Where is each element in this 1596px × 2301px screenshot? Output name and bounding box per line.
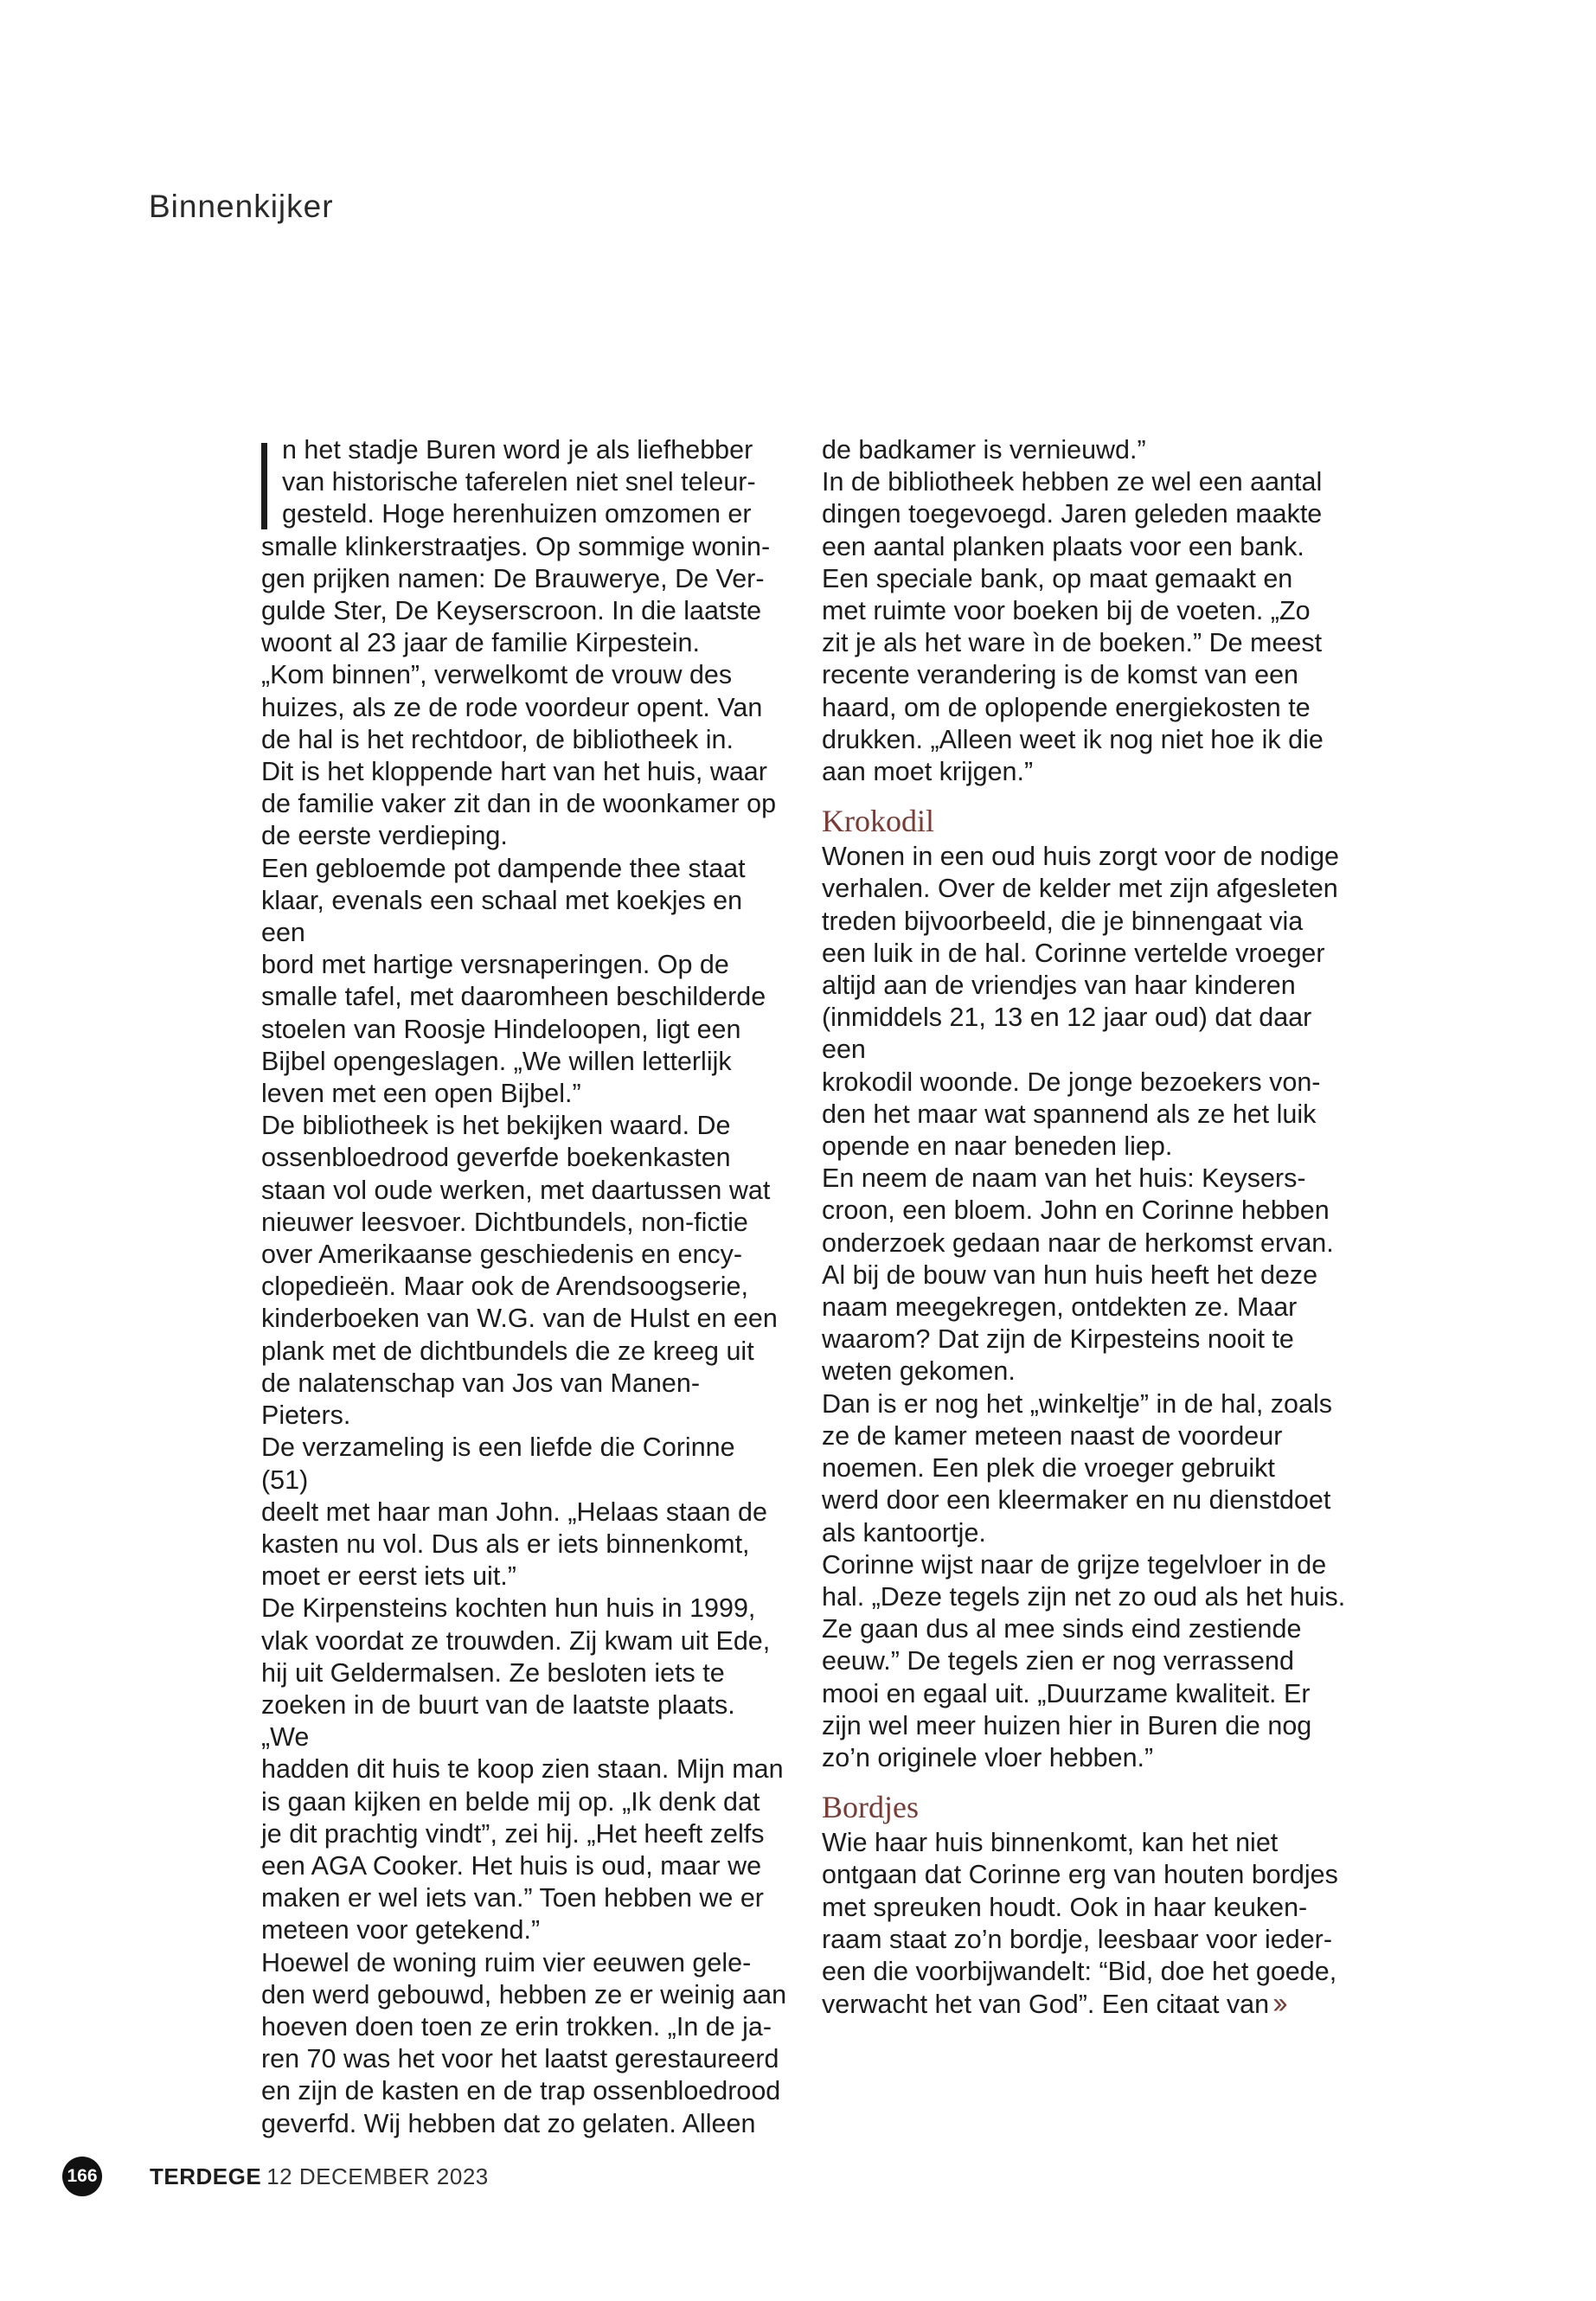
text-line [822, 1924, 1349, 1956]
text-line-content: En neem de naam van het huis: Keysers- [822, 1163, 1306, 1194]
text-line-content: ossenbloedrood geverfde boekenkasten [261, 1143, 731, 1173]
text-line [822, 1067, 1349, 1099]
lead-line: van historische taferelen niet snel teleur- [282, 467, 756, 497]
text-line [261, 1110, 789, 1142]
text-line [261, 1432, 789, 1496]
text-line-content: gulde Ster, De Keyserscroon. In die laatste [261, 596, 762, 626]
left-body-text [261, 531, 789, 2140]
text-line-content: Bijbel opengeslagen. „We willen letterlijk [261, 1046, 732, 1076]
text-line [822, 1742, 1349, 1774]
text-line-content: ren 70 was het voor het laatst gerestaureerd [261, 2044, 779, 2074]
text-line [261, 1850, 789, 1882]
text-line [822, 1827, 1349, 1859]
text-line-content: de nalatenschap van Jos van Manen-Pieters. [261, 1368, 700, 1431]
text-line [822, 1484, 1349, 1516]
text-line [822, 1710, 1349, 1742]
text-line [822, 498, 1349, 530]
text-line-content: verhalen. Over de kelder met zijn afgesleten [822, 874, 1338, 904]
text-line-content: aan moet krijgen.” [822, 757, 1034, 787]
text-line [822, 531, 1349, 563]
text-line [261, 1303, 789, 1335]
text-line-content: Hoewel de woning ruim vier eeuwen gele- [261, 1947, 752, 1977]
text-line [261, 627, 789, 659]
text-line-content: huizes, als ze de rode voordeur opent. Van [261, 692, 763, 722]
text-line-content: Corinne wijst naar de grijze tegelvloer in de [822, 1549, 1327, 1580]
text-line [822, 1195, 1349, 1227]
text-line-content: Dit is het kloppende hart van het huis, waar [261, 757, 767, 787]
text-line-content: bord met hartige versnaperingen. Op de [261, 950, 729, 980]
text-line-content: De verzameling is een liefde die Corinne (51) [261, 1433, 735, 1495]
text-line [261, 788, 789, 820]
text-line [822, 841, 1349, 873]
text-line-content: haard, om de oplopende energiekosten te [822, 692, 1311, 722]
text-line-content: deelt met haar man John. „Helaas staan de [261, 1497, 767, 1527]
text-line [822, 1292, 1349, 1324]
text-line [822, 906, 1349, 938]
text-line [261, 1207, 789, 1239]
text-line [261, 820, 789, 852]
text-line-content: klaar, evenals een schaal met koekjes en een [261, 885, 743, 948]
text-line [261, 885, 789, 949]
section-bordjes-text [822, 1827, 1349, 2021]
issue-date: 12 DECEMBER 2023 [266, 2163, 489, 2189]
text-line [261, 1561, 789, 1593]
text-line-content: plank met de dichtbundels die ze kreeg uit [261, 1336, 754, 1366]
text-line [261, 1014, 789, 1046]
text-line [261, 1175, 789, 1207]
text-line-content: moet er eerst iets uit.” [261, 1561, 516, 1592]
text-line [822, 873, 1349, 905]
text-line-content: treden bijvoorbeeld, die je binnengaat via [822, 906, 1304, 936]
text-line-content: met ruimte voor boeken bij de voeten. „Zo [822, 596, 1311, 626]
text-line-content: „Kom binnen”, verwelkomt de vrouw des [261, 660, 733, 690]
text-line-content: en zijn de kasten en de trap ossenbloedrood [261, 2076, 781, 2106]
text-line [822, 756, 1349, 788]
text-line [261, 595, 789, 627]
text-line [822, 1356, 1349, 1388]
text-line-content: krokodil woonde. De jonge bezoekers von- [822, 1067, 1321, 1097]
text-line-content: Al bij de bouw van hun huis heeft het deze [822, 1259, 1318, 1290]
text-line-content: naam meegekregen, ontdekten ze. Maar [822, 1292, 1298, 1323]
text-line-content: gen prijken namen: De Brauwerye, De Ver- [261, 563, 765, 593]
text-line [261, 2108, 789, 2140]
text-line [261, 2011, 789, 2043]
text-line [261, 1818, 789, 1850]
text-line-content: den het maar wat spannend als ze het luik [822, 1099, 1317, 1129]
text-line-content: maken er wel iets van.” Toen hebben we er [261, 1883, 764, 1913]
text-line-content: is gaan kijken en belde mij op. „Ik denk dat [261, 1786, 760, 1817]
text-line [261, 853, 789, 885]
text-line [822, 1002, 1349, 1066]
lead-line: n het stadje Buren word je als liefhebber [282, 435, 753, 465]
text-line [822, 938, 1349, 970]
text-line-content: Een speciale bank, op maat gemaakt en [822, 563, 1293, 593]
text-line-content: mooi en egaal uit. „Duurzame kwaliteit. Er [822, 1678, 1311, 1708]
text-line-content: den werd gebouwd, hebben ze er weinig aan [261, 1979, 787, 2009]
text-line [822, 1259, 1349, 1292]
text-line-content: de eerste verdieping. [261, 821, 508, 851]
page-footer [62, 2156, 489, 2197]
text-line-content: een luik in de hal. Corinne vertelde vroeger [822, 938, 1325, 968]
section-label: Binnenkijker [149, 189, 334, 224]
text-line [261, 2075, 789, 2107]
text-line-content: de familie vaker zit dan in de woonkamer op [261, 789, 777, 819]
text-line [261, 1368, 789, 1432]
text-line [261, 1753, 789, 1785]
text-line [822, 970, 1349, 1002]
text-line [261, 1497, 789, 1529]
text-line-content: leven met een open Bijbel.” [261, 1079, 581, 1109]
text-line-content: de hal is het rechtdoor, de bibliotheek in. [261, 724, 734, 754]
article-lead [261, 434, 789, 531]
text-line [822, 1099, 1349, 1131]
text-line-content: met spreuken houdt. Ook in haar keuken- [822, 1892, 1308, 1922]
text-line-content: een die voorbijwandelt: “Bid, doe het goede, [822, 1956, 1337, 1986]
subhead-krokodil: Krokodil [822, 804, 934, 839]
text-line [261, 1786, 789, 1818]
magazine-name: TERDEGE [150, 2163, 262, 2189]
text-line-content: dingen toegevoegd. Jaren geleden maakte [822, 499, 1323, 529]
article-column-right [822, 434, 1349, 2021]
text-line-content: waarom? Dat zijn de Kirpesteins nooit te [822, 1324, 1294, 1355]
text-line [261, 1947, 789, 1979]
text-line [261, 659, 789, 691]
text-line [261, 531, 789, 563]
text-line [261, 692, 789, 724]
section-krokodil-text [822, 841, 1349, 1774]
text-line [261, 949, 789, 981]
text-line [822, 466, 1349, 498]
text-line [822, 1324, 1349, 1356]
text-line-content: kasten nu vol. Dus als er iets binnenkomt, [261, 1529, 750, 1559]
text-line [822, 1892, 1349, 1924]
text-line-content: zoeken in de buurt van de laatste plaats. „We [261, 1689, 735, 1753]
continue-arrow-icon: ›› [1272, 1987, 1284, 2021]
text-line-content: ze de kamer meteen naast de voordeur [822, 1420, 1283, 1451]
text-line [822, 1678, 1349, 1710]
text-line [261, 756, 789, 788]
text-line-content: smalle tafel, met daaromheen beschilderde [261, 982, 766, 1012]
article-column-left [261, 434, 789, 2140]
text-line-content: opende en naar beneden liep. [822, 1131, 1173, 1162]
text-line-content: croon, een bloem. John en Corinne hebben [822, 1195, 1330, 1226]
text-line-content: hal. „Deze tegels zijn net zo oud als het huis. [822, 1581, 1346, 1612]
text-line [261, 1239, 789, 1271]
text-line [822, 1163, 1349, 1195]
text-line-content: recente verandering is de komst van een [822, 660, 1299, 690]
text-line [261, 1078, 789, 1110]
text-line-content: nieuwer leesvoer. Dichtbundels, non-fictie [261, 1207, 748, 1237]
text-line-content: drukken. „Alleen weet ik nog niet hoe ik die [822, 724, 1324, 754]
text-line-content: altijd aan de vriendjes van haar kinderen [822, 971, 1296, 1001]
text-line [822, 1420, 1349, 1452]
text-line-content: Een gebloemde pot dampende thee staat [261, 853, 746, 883]
text-line [261, 981, 789, 1013]
text-line-content: als kantoortje. [822, 1517, 986, 1548]
text-line [822, 1549, 1349, 1581]
right-intro-text [822, 434, 1349, 788]
text-line [822, 1517, 1349, 1549]
text-line [261, 1046, 789, 1078]
text-line [822, 1388, 1349, 1420]
text-line-content: hij uit Geldermalsen. Ze besloten iets te [261, 1657, 725, 1688]
text-line-content: raam staat zo’n bordje, leesbaar voor ieder- [822, 1924, 1332, 1954]
text-line-content: je dit prachtig vindt”, zei hij. „Het heeft zelfs [261, 1818, 765, 1849]
text-line [261, 1914, 789, 1946]
text-line-content: weten gekomen. [822, 1356, 1016, 1387]
text-line-content: woont al 23 jaar de familie Kirpestein. [261, 628, 700, 658]
text-line-content: Wie haar huis binnenkomt, kan het niet [822, 1828, 1279, 1858]
text-line-content: over Amerikaanse geschiedenis en ency- [261, 1240, 743, 1270]
text-line-content: werd door een kleermaker en nu dienstdoet [822, 1485, 1331, 1516]
text-line [822, 1613, 1349, 1645]
text-line-content: noemen. Een plek die vroeger gebruikt [822, 1453, 1275, 1484]
text-line-content: hoeven doen toen ze erin trokken. „In de ja- [261, 2011, 772, 2041]
text-line-content: verwacht het van God”. Een citaat van [822, 1990, 1270, 2020]
text-line-content: vlak voordat ze trouwden. Zij kwam uit Ede, [261, 1625, 771, 1656]
text-line [822, 595, 1349, 627]
text-line [261, 1336, 789, 1368]
page-number: 166 [62, 2157, 102, 2196]
text-line [822, 1859, 1349, 1891]
text-line [822, 1131, 1349, 1163]
text-line-content: De bibliotheek is het bekijken waard. De [261, 1111, 731, 1141]
text-line [822, 724, 1349, 756]
text-line [822, 1581, 1349, 1613]
drop-cap-bar [261, 443, 267, 529]
text-line-content: meteen voor getekend.” [261, 1915, 541, 1945]
text-line-content: zijn wel meer huizen hier in Buren die nog [822, 1710, 1312, 1740]
text-line [822, 627, 1349, 659]
text-line [822, 434, 1349, 466]
text-line-content: de badkamer is vernieuwd.” [822, 435, 1146, 465]
text-line [261, 563, 789, 595]
text-line [822, 1452, 1349, 1484]
text-line-content: staan vol oude werken, met daartussen wat [261, 1175, 771, 1205]
text-line [261, 2043, 789, 2075]
text-line-content: clopedieën. Maar ook de Arendsoogserie, [261, 1272, 748, 1302]
text-line [261, 1593, 789, 1625]
subhead-bordjes: Bordjes [822, 1790, 919, 1825]
text-line-content: een aantal planken plaats voor een bank. [822, 531, 1304, 561]
text-line [822, 563, 1349, 595]
text-line [822, 659, 1349, 691]
text-line-content: De Kirpensteins kochten hun huis in 1999, [261, 1593, 756, 1624]
text-line [261, 1625, 789, 1657]
text-line-content: In de bibliotheek hebben ze wel een aantal [822, 467, 1323, 497]
text-line [261, 1882, 789, 1914]
text-line [822, 1227, 1349, 1259]
lead-line: gesteld. Hoge herenhuizen omzomen er [282, 499, 752, 529]
text-line-content: ontgaan dat Corinne erg van houten bordjes [822, 1860, 1338, 1890]
text-line [261, 1657, 789, 1689]
text-line-content: stoelen van Roosje Hindeloopen, ligt een [261, 1014, 741, 1044]
text-line-content: onderzoek gedaan naar de herkomst ervan. [822, 1227, 1334, 1258]
text-line [822, 1956, 1349, 1988]
text-line-content: een AGA Cooker. Het huis is oud, maar we [261, 1850, 762, 1881]
text-line-content: (inmiddels 21, 13 en 12 jaar oud) dat daar een [822, 1003, 1312, 1065]
text-line-content: Ze gaan dus al mee sinds eind zestiende [822, 1614, 1302, 1644]
text-line [261, 1142, 789, 1174]
text-line [261, 1271, 789, 1303]
text-line-content: eeuw.” De tegels zien er nog verrassend [822, 1646, 1294, 1676]
text-line [261, 1529, 789, 1561]
text-line-content: zit je als het ware ìn de boeken.” De meest [822, 628, 1323, 658]
text-line-content: hadden dit huis te koop zien staan. Mijn man [261, 1754, 784, 1785]
text-line-content: smalle klinkerstraatjes. Op sommige wonin- [261, 531, 771, 561]
text-line-content: kinderboeken van W.G. van de Hulst en een [261, 1304, 778, 1334]
text-line [261, 1979, 789, 2011]
text-line-content: zo’n originele vloer hebben.” [822, 1742, 1154, 1772]
text-line-content: Wonen in een oud huis zorgt voor de nodige [822, 842, 1339, 872]
text-line-content: Dan is er nog het „winkeltje” in de hal, zoals [822, 1388, 1332, 1419]
text-line [822, 1645, 1349, 1677]
text-line [822, 692, 1349, 724]
text-line-content: geverfd. Wij hebben dat zo gelaten. Alleen [261, 2108, 756, 2138]
text-line [822, 1988, 1349, 2021]
text-line [261, 1689, 789, 1753]
text-line [261, 724, 789, 756]
